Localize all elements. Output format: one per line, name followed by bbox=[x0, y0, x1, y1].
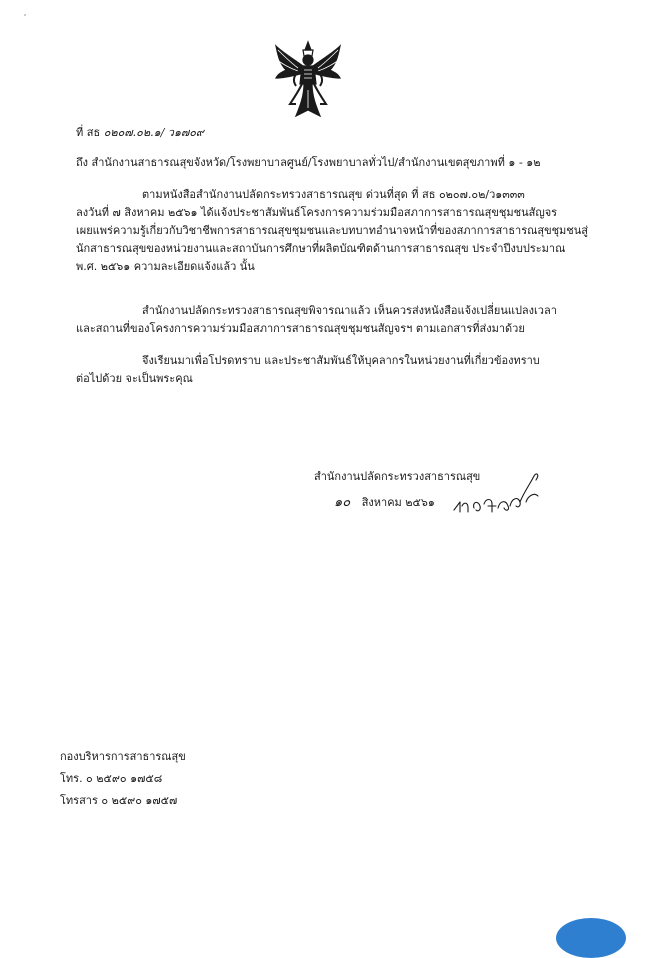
para3-line-2: ต่อไปด้วย จะเป็นพระคุณ bbox=[76, 372, 193, 385]
recipient-line bbox=[76, 156, 541, 170]
footer-phone: โทร. ๐ ๒๕๙๐ ๑๗๕๘ bbox=[60, 772, 163, 785]
para3-line-1: จึงเรียนมาเพื่อโปรดทราบ และประชาสัมพันธ์ให้บุคลากรในหน่วยงานที่เกี่ยวข้องทราบ bbox=[142, 354, 540, 367]
para1-line-2: ลงวันที่ ๗ สิงหาคม ๒๕๖๑ ได้แจ้งประชาสัมพันธ์โครงการความร่วมมือสภาการสาธารณสุขชุมชนสัญจร bbox=[76, 206, 558, 219]
recipient-text: สำนักงานสาธารณสุขจังหวัด/โรงพยาบาลศูนย์/โรงพยาบาลทั่วไป/สำนักงานเขตสุขภาพที่ ๑ - ๑๒ bbox=[91, 156, 541, 169]
para1-line-1: ตามหนังสือสำนักงานปลัดกระทรวงสาธารณสุข ด่วนที่สุด ที่ สธ ๐๒๐๗.๐๒/ว๑๓๓๓ bbox=[142, 188, 525, 201]
date-line bbox=[334, 496, 435, 510]
handwritten-signature bbox=[448, 462, 548, 522]
para1-line-3: เผยแพร่ความรู้เกี่ยวกับวิชาชีพการสาธารณสุขชุมชนและบทบาทอำนาจหน้าที่ของสภาการสาธารณสุขชุมชนสู่ bbox=[76, 224, 588, 237]
footer-fax: โทรสาร ๐ ๒๕๙๐ ๑๗๕๗ bbox=[60, 794, 178, 807]
reference-label: ที่ สธ bbox=[76, 126, 101, 139]
reference-line bbox=[76, 126, 204, 140]
footer-department: กองบริหารการสาธารณสุข bbox=[60, 750, 186, 763]
para1-line-4: นักสาธารณสุขของหน่วยงานและสถาบันการศึกษาที่ผลิตบัณฑิตด้านการสาธารณสุข ประจำปีงบประมาณ bbox=[76, 242, 566, 255]
sender-name: สำนักงานปลัดกระทรวงสาธารณสุข bbox=[314, 470, 481, 483]
corner-badge bbox=[556, 918, 626, 958]
scan-speck bbox=[24, 14, 26, 16]
garuda-emblem-icon bbox=[274, 40, 342, 120]
para1-line-5: พ.ศ. ๒๕๖๑ ความละเอียดแจ้งแล้ว นั้น bbox=[76, 260, 255, 273]
date-day: ๑๐ bbox=[334, 495, 351, 510]
para2-line-1: สำนักงานปลัดกระทรวงสาธารณสุขพิจารณาแล้ว เห็นควรส่งหนังสือแจ้งเปลี่ยนแปลงเวลา bbox=[142, 304, 557, 317]
date-month-year: สิงหาคม ๒๕๖๑ bbox=[361, 496, 435, 509]
reference-number: ๐๒๐๗.๐๒.๑/ ว๑๗๐๙ bbox=[103, 126, 204, 139]
para2-line-2: และสถานที่ของโครงการความร่วมมือสภาการสาธารณสุขชุมชนสัญจรฯ ตามเอกสารที่ส่งมาด้วย bbox=[76, 322, 525, 335]
recipient-label: ถึง bbox=[76, 156, 89, 169]
